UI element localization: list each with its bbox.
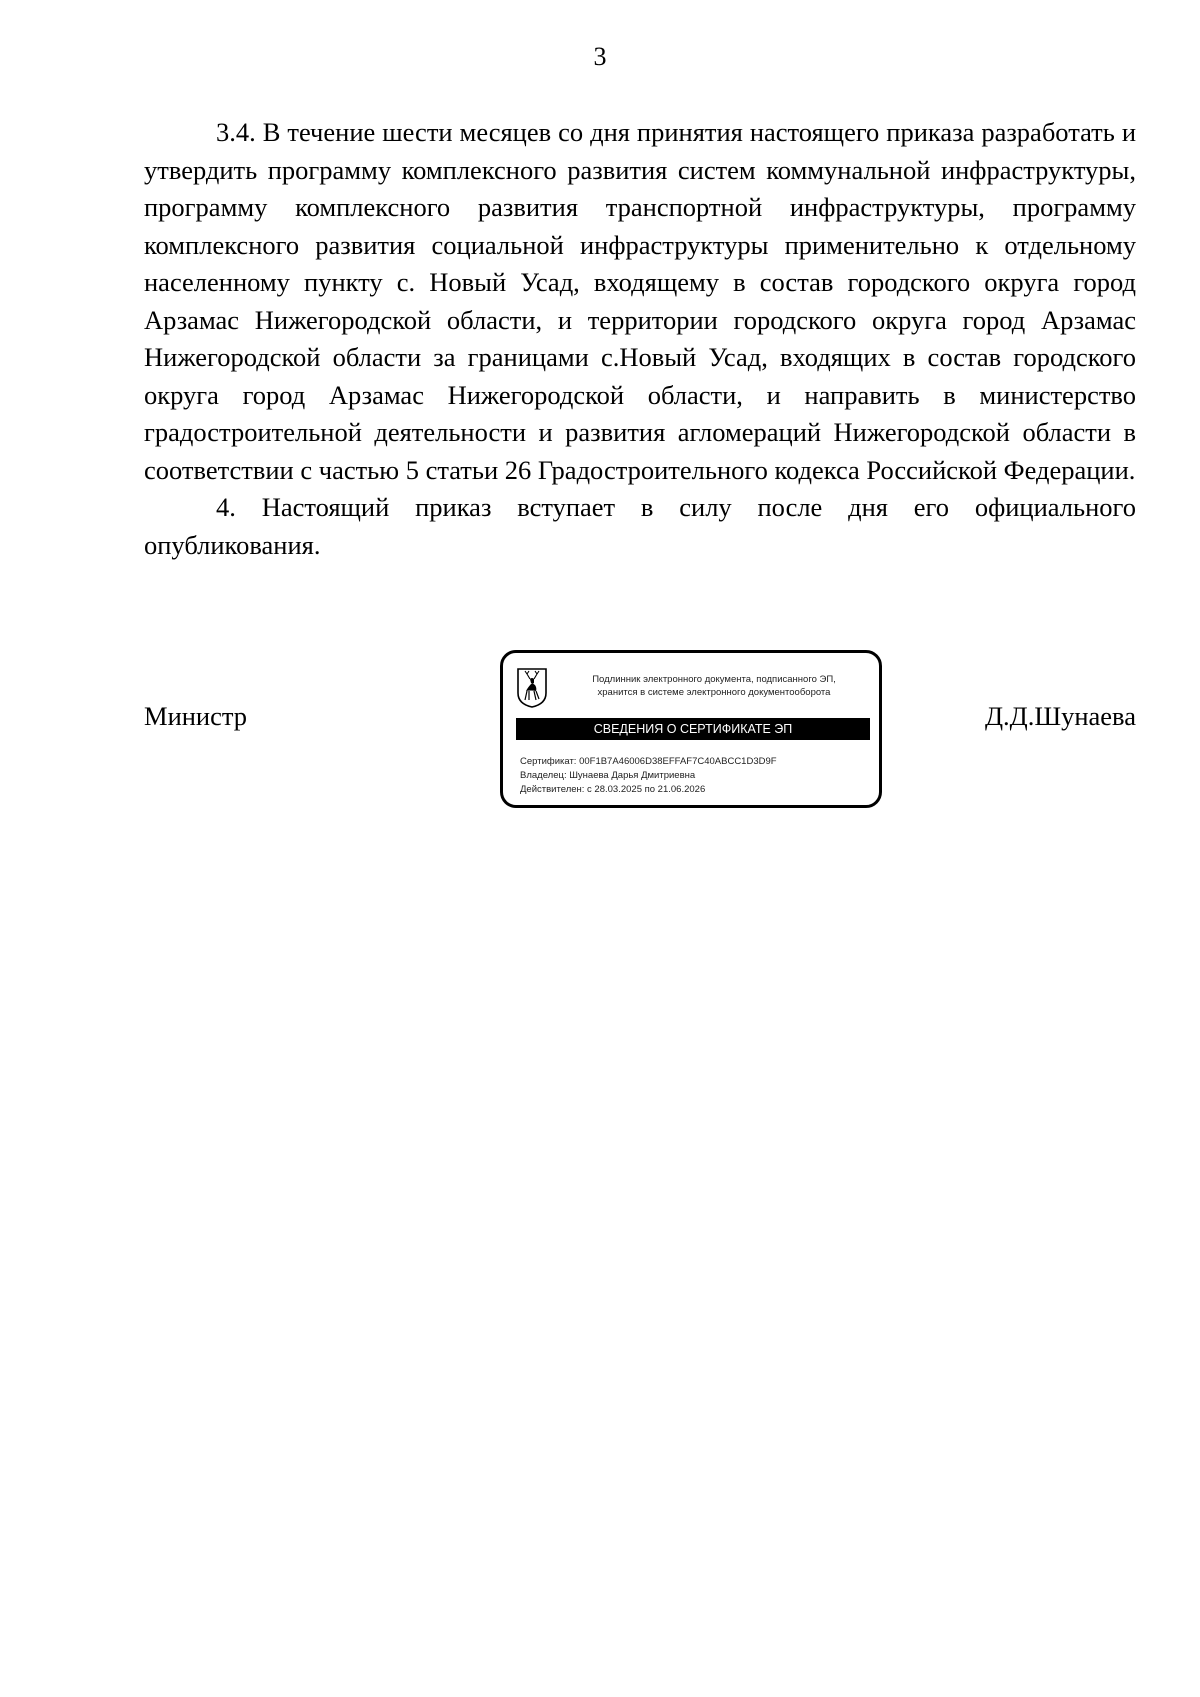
stamp-header — [555, 673, 873, 699]
electronic-signature-stamp — [500, 650, 882, 808]
page-number: 3 — [593, 42, 607, 71]
certificate-number: Сертификат: 00F1B7A46006D38EFFAF7C40ABCC1D3D9F — [520, 756, 777, 767]
paragraph-3-4: 3.4. В течение шести месяцев со дня принятия настоящего приказа разработать и утвердить программу комплексного развития систем коммунальной инфраструктуры, программу комплексного развития транспортной инфраструктуры, программу комплексного развития социальной инфраструктуры применительно к отдельному населенному пункту с. Новый Усад, входящему в состав городского округа город Арзамас Нижегородской области, и территории городского округа город Арзамас Нижегородской области за границами с.Новый Усад, входящих в состав городского округа город Арзамас Нижегородской области, и направить в министерство градостроительной деятельности и развития агломераций Нижегородской области в соответствии с частью 5 статьи 26 Градостроительного кодекса Российской Федерации. — [144, 117, 1136, 485]
certificate-details — [520, 755, 777, 797]
stamp-header-line-1: Подлинник электронного документа, подписанного ЭП, — [592, 674, 836, 685]
certificate-info-bar: СВЕДЕНИЯ О СЕРТИФИКАТЕ ЭП — [516, 718, 870, 740]
deer-coat-of-arms-icon — [516, 667, 548, 709]
certificate-validity: Действителен: с 28.03.2025 по 21.06.2026 — [520, 784, 706, 795]
stamp-header-line-2: хранится в системе электронного документооборота — [597, 687, 831, 698]
paragraph-4: 4. Настоящий приказ вступает в силу после дня его официального опубликования. — [144, 492, 1136, 560]
certificate-owner: Владелец: Шунаева Дарья Дмитриевна — [520, 770, 696, 781]
document-body — [144, 114, 1136, 564]
signer-name: Д.Д.Шунаева — [984, 701, 1136, 731]
signer-position: Министр — [144, 701, 248, 731]
